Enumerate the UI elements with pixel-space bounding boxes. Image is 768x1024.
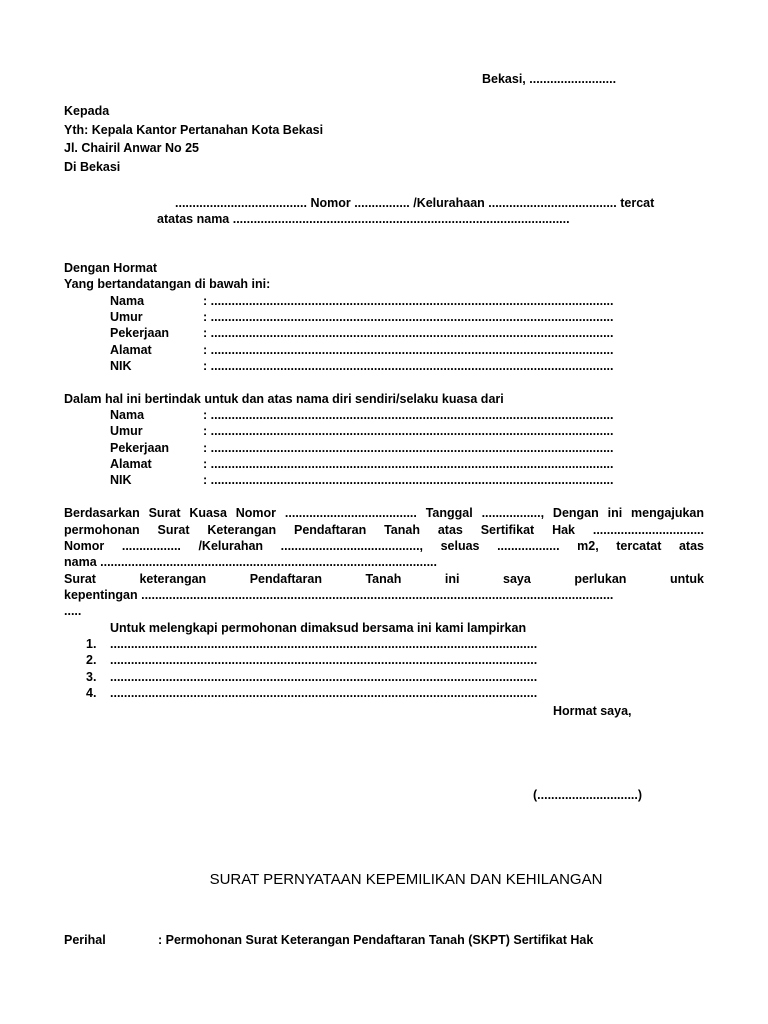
- greeting: Dengan Hormat: [64, 261, 158, 275]
- body-line-1: Berdasarkan Surat Kuasa Nomor ...................................... Tanggal ................., Dengan ini mengajukan: [64, 506, 704, 520]
- attachment-item: ...........................................................................................................................: [110, 637, 538, 651]
- date-line: Bekasi, .........................: [482, 72, 617, 86]
- attachment-item: ...........................................................................................................................: [110, 653, 538, 667]
- body-line-5: Surat keterangan Pendaftaran Tanah ini saya perlukan untuk: [64, 572, 704, 586]
- signer-field-label: Pekerjaan: [110, 326, 170, 340]
- signer-field-value: : ....................................................................................................................: [203, 294, 614, 308]
- perihal-label: Perihal: [64, 933, 106, 947]
- principal-field-value: : ....................................................................................................................: [203, 457, 614, 471]
- signer-field-label: NIK: [110, 359, 132, 373]
- addressee-yth: Yth: Kepala Kantor Pertanahan Kota Bekasi: [64, 123, 324, 137]
- body-line-7: .....: [64, 604, 82, 618]
- signer-field-label: Umur: [110, 310, 143, 324]
- principal-field-label: Nama: [110, 408, 145, 422]
- perihal-value: : Permohonan Surat Keterangan Pendaftaran Tanah (SKPT) Sertifikat Hak: [158, 933, 594, 947]
- attachment-item: ...........................................................................................................................: [110, 686, 538, 700]
- addressee-street: Jl. Chairil Anwar No 25: [64, 141, 199, 155]
- statement-title: SURAT PERNYATAAN KEPEMILIKAN DAN KEHILANGAN: [209, 871, 603, 888]
- attachment-number: 1.: [86, 637, 97, 651]
- intro-line: Yang bertandatangan di bawah ini:: [64, 277, 271, 291]
- principal-field-value: : ....................................................................................................................: [203, 424, 614, 438]
- signer-field-value: : ....................................................................................................................: [203, 359, 614, 373]
- body-line-4: nama .................................................................................................: [64, 555, 437, 569]
- body-line-6: kepentingan ........................................................................................................................................: [64, 588, 614, 602]
- addressee-kepada: Kepada: [64, 104, 110, 118]
- attachment-number: 3.: [86, 670, 97, 684]
- subject-line-2: atatas nama .................................................................................................: [157, 212, 570, 226]
- attachment-number: 4.: [86, 686, 97, 700]
- closing-regards: Hormat saya,: [553, 704, 632, 718]
- addressee-city: Di Bekasi: [64, 160, 121, 174]
- acting-intro: Dalam hal ini bertindak untuk dan atas nama diri sendiri/selaku kuasa dari: [64, 392, 504, 406]
- attachments-intro: Untuk melengkapi permohonan dimaksud bersama ini kami lampirkan: [110, 621, 527, 635]
- signer-field-value: : ....................................................................................................................: [203, 343, 614, 357]
- principal-field-value: : ....................................................................................................................: [203, 408, 614, 422]
- attachment-number: 2.: [86, 653, 97, 667]
- principal-field-label: Alamat: [110, 457, 152, 471]
- principal-field-label: Pekerjaan: [110, 441, 170, 455]
- principal-field-value: : ....................................................................................................................: [203, 441, 614, 455]
- signer-field-value: : ....................................................................................................................: [203, 310, 614, 324]
- body-line-3: Nomor ................. /Kelurahan ........................................, seluas .................. m2, tercatat atas: [64, 539, 704, 553]
- attachment-item: ...........................................................................................................................: [110, 670, 538, 684]
- signer-field-label: Alamat: [110, 343, 152, 357]
- signer-field-value: : ....................................................................................................................: [203, 326, 614, 340]
- signer-field-label: Nama: [110, 294, 145, 308]
- subject-line-1: ...................................... Nomor ................ /Kelurahaan ..................................... tercat: [175, 196, 655, 210]
- principal-field-value: : ....................................................................................................................: [203, 473, 614, 487]
- principal-field-label: Umur: [110, 424, 143, 438]
- signature-placeholder: (.............................): [533, 788, 643, 802]
- body-line-2: permohonan Surat Keterangan Pendaftaran Tanah atas Sertifikat Hak ................................: [64, 523, 704, 537]
- principal-field-label: NIK: [110, 473, 132, 487]
